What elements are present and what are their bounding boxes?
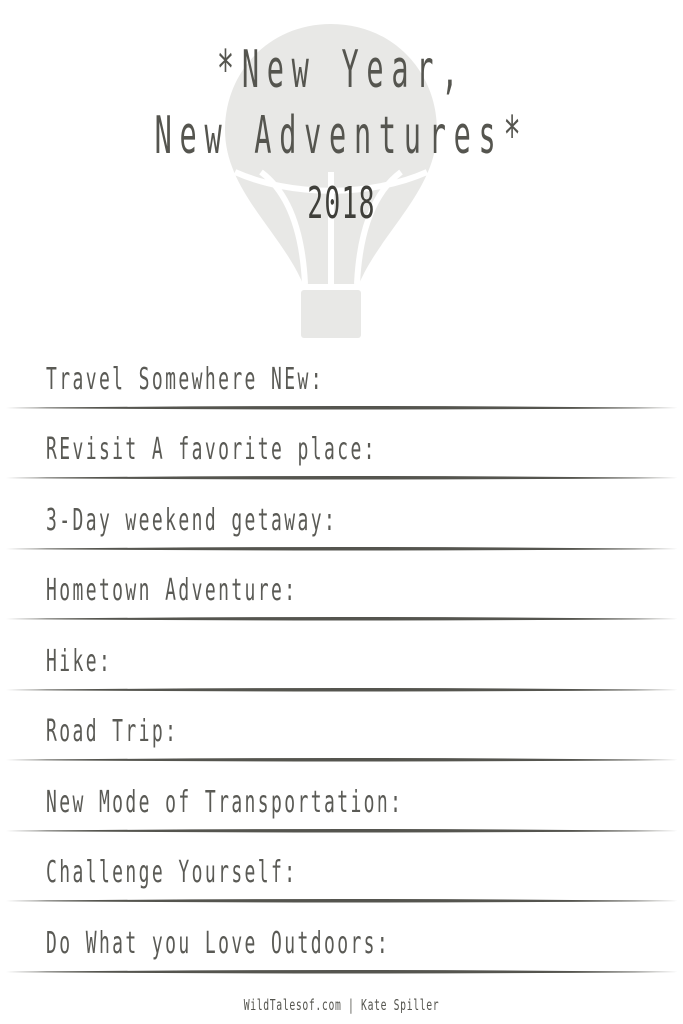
brush-line	[6, 686, 678, 693]
title-line-2: New Adventures*	[154, 106, 529, 166]
list-item	[0, 411, 683, 482]
list-item-label: New Mode of Transportation:	[46, 784, 404, 820]
list-item-label: 3-Day weekend getaway:	[46, 502, 338, 538]
list-item-label: Hometown Adventure:	[46, 573, 298, 608]
list-item	[0, 904, 683, 975]
list-item	[0, 693, 683, 764]
brush-line	[6, 756, 678, 763]
brush-line	[6, 615, 678, 622]
list-item-label: Road Trip:	[46, 714, 179, 749]
list-item-label: Hike:	[46, 643, 113, 679]
year-heading: 2018	[307, 178, 376, 229]
list-item	[0, 622, 683, 693]
list-item	[0, 481, 683, 552]
brush-line	[6, 897, 678, 904]
list-item-label: Travel Somewhere NEw:	[46, 361, 324, 397]
brush-line	[6, 404, 678, 411]
list-item	[0, 834, 683, 905]
list-item	[0, 552, 683, 623]
title-line-1: *New Year,	[216, 40, 467, 100]
list-item	[0, 340, 683, 411]
list-item-label: Do What you Love Outdoors:	[46, 925, 391, 961]
brush-line	[6, 968, 678, 975]
brush-line	[6, 474, 678, 481]
list-item-label: REvisit A favorite place:	[46, 432, 377, 467]
footer-credit: WildTalesof.com | Kate Spiller	[243, 996, 440, 1014]
brush-line	[6, 827, 678, 834]
list-item	[0, 763, 683, 834]
adventure-list	[0, 340, 683, 975]
brush-line	[6, 545, 678, 552]
list-item-label: Challenge Yourself:	[46, 855, 298, 890]
